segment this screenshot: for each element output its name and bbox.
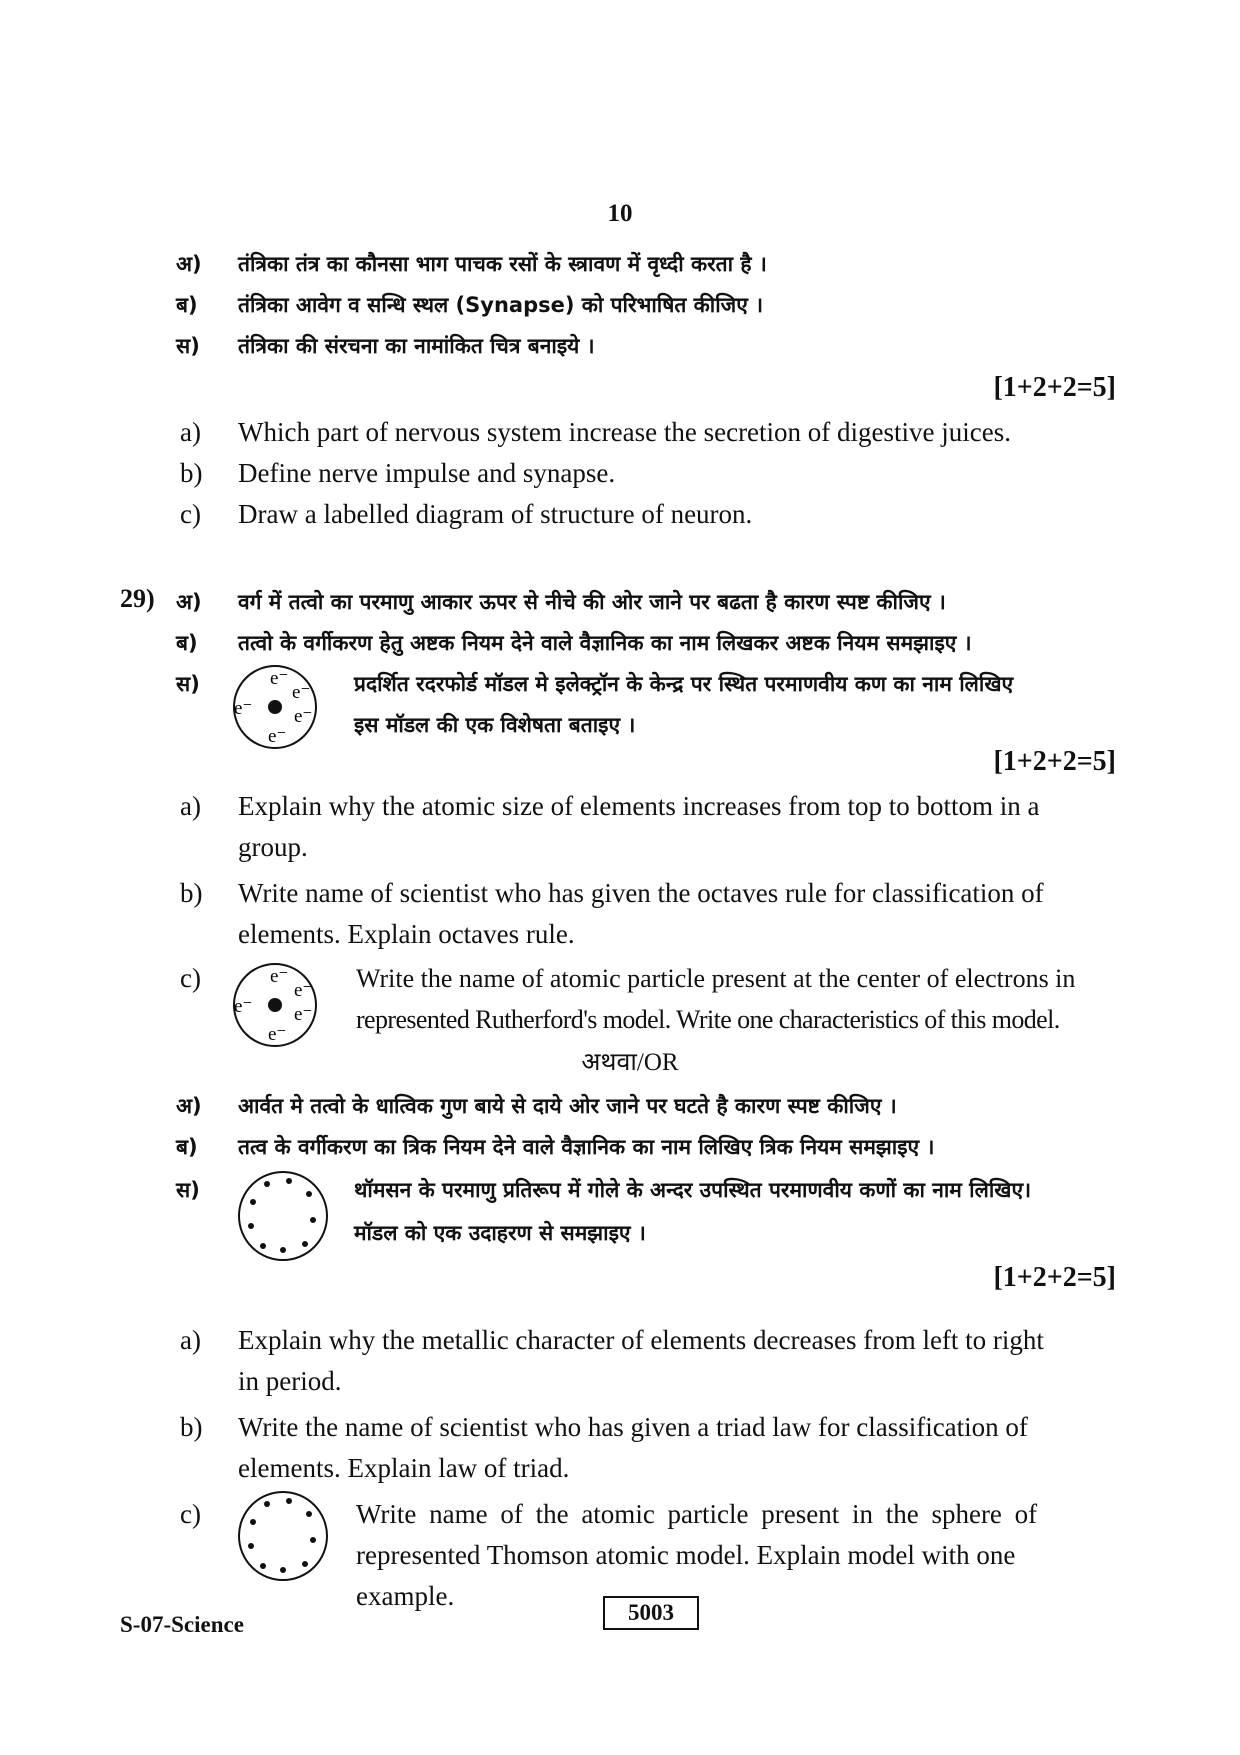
paper-code-box: 5003 bbox=[603, 1596, 699, 1630]
question-text: Write name of scientist who has given the octaves rule for classification of bbox=[238, 878, 1044, 908]
thomson-model-icon bbox=[233, 1486, 333, 1586]
marker: c) bbox=[180, 499, 201, 529]
question-text: तत्व के वर्गीकरण का त्रिक नियम देने वाले वैज्ञानिक का नाम लिखिए त्रिक नियम समझाइए । bbox=[238, 1135, 935, 1159]
question-text: मॉडल को एक उदाहरण से समझाइए । bbox=[354, 1221, 646, 1245]
rutherford-model-icon bbox=[230, 960, 320, 1050]
electron-label: e⁻ bbox=[294, 1004, 313, 1025]
or-separator: अथवा/OR bbox=[581, 1049, 679, 1076]
electron-label: e⁻ bbox=[234, 996, 253, 1017]
question-text: वर्ग में तत्वो का परमाणु आकार ऊपर से नीचे की ओर जाने पर बढता है कारण स्पष्ट कीजिए । bbox=[238, 590, 946, 614]
question-text: Explain why the atomic size of elements increases from top to bottom in a bbox=[238, 791, 1040, 821]
question-text: तत्वो के वर्गीकरण हेतु अष्टक नियम देने वाले वैज्ञानिक का नाम लिखकर अष्टक नियम समझाइए । bbox=[238, 631, 972, 655]
question-text: example. bbox=[356, 1581, 455, 1611]
question-text: elements. Explain law of triad. bbox=[238, 1453, 570, 1483]
question-text: Explain why the metallic character of elements decreases from left to right bbox=[238, 1325, 1044, 1355]
marker: ब) bbox=[176, 631, 198, 655]
electron-label: e⁻ bbox=[292, 682, 311, 703]
page-number: 10 bbox=[607, 200, 633, 227]
q29-alt-marks: [1+2+2=5] bbox=[993, 1262, 1116, 1293]
question-text: Write name of the atomic particle present in the sphere of bbox=[356, 1499, 1038, 1529]
marker: अ) bbox=[176, 1094, 202, 1118]
q29-marks: [1+2+2=5] bbox=[993, 746, 1116, 777]
question-text: represented Thomson atomic model. Explain model with one bbox=[356, 1540, 1016, 1570]
question-text: group. bbox=[238, 832, 308, 862]
question-text: in period. bbox=[238, 1366, 342, 1396]
question-text: तंत्रिका की संरचना का नामांकित चित्र बनाइये । bbox=[238, 334, 595, 358]
question-text: represented Rutherford's model. Write one characteristics of this model. bbox=[356, 1005, 1060, 1034]
subject-code: S-07-Science bbox=[120, 1612, 244, 1637]
marker: b) bbox=[180, 878, 203, 908]
marker: c) bbox=[180, 963, 201, 993]
electron-label: e⁻ bbox=[234, 698, 253, 719]
question-text: तंत्रिका आवेग व सन्धि स्थल (Synapse) को परिभाषित कीजिए । bbox=[238, 293, 764, 317]
question-text: Draw a labelled diagram of structure of neuron. bbox=[238, 499, 753, 529]
electron-label: e⁻ bbox=[294, 980, 313, 1001]
marker: स) bbox=[176, 334, 200, 358]
question-number: 29) bbox=[120, 584, 155, 613]
electron-label: e⁻ bbox=[268, 726, 287, 747]
marker: b) bbox=[180, 458, 203, 488]
question-text: थॉमसन के परमाणु प्रतिरूप में गोले के अन्दर उपस्थित परमाणवीय कणों का नाम लिखिए। bbox=[354, 1178, 1032, 1202]
thomson-model-icon bbox=[233, 1166, 333, 1266]
electron-label: e⁻ bbox=[270, 668, 289, 689]
question-text: आर्वत मे तत्वो के धात्विक गुण बाये से दाये ओर जाने पर घटते है कारण स्पष्ट कीजिए । bbox=[238, 1094, 897, 1118]
q28-marks: [1+2+2=5] bbox=[993, 372, 1116, 403]
electron-label: e⁻ bbox=[294, 706, 313, 727]
question-text: Define nerve impulse and synapse. bbox=[238, 458, 616, 488]
question-text: elements. Explain octaves rule. bbox=[238, 919, 575, 949]
marker: c) bbox=[180, 1499, 201, 1529]
marker: स) bbox=[176, 672, 200, 696]
marker: स) bbox=[176, 1178, 200, 1202]
question-text: तंत्रिका तंत्र का कौनसा भाग पाचक रसों के स्त्रावण में वृध्दी करता है । bbox=[238, 252, 767, 276]
rutherford-model-icon bbox=[230, 662, 320, 752]
marker: ब) bbox=[176, 293, 198, 317]
marker: a) bbox=[180, 417, 201, 447]
electron-label: e⁻ bbox=[268, 1024, 287, 1045]
question-text: Write the name of atomic particle present at the center of electrons in bbox=[356, 964, 1076, 993]
question-text: इस मॉडल की एक विशेषता बताइए । bbox=[354, 713, 636, 737]
marker: ब) bbox=[176, 1135, 198, 1159]
marker: अ) bbox=[176, 590, 202, 614]
marker: a) bbox=[180, 1325, 201, 1355]
question-text: Which part of nervous system increase the secretion of digestive juices. bbox=[238, 417, 1011, 447]
question-text: Write the name of scientist who has given a triad law for classification of bbox=[238, 1412, 1028, 1442]
marker: अ) bbox=[176, 252, 202, 276]
marker: b) bbox=[180, 1412, 203, 1442]
question-text: प्रदर्शित रदरफोर्ड मॉडल मे इलेक्ट्रॉन के केन्द्र पर स्थित परमाणवीय कण का नाम लिखिए bbox=[354, 672, 1014, 696]
marker: a) bbox=[180, 791, 201, 821]
electron-label: e⁻ bbox=[270, 966, 289, 987]
